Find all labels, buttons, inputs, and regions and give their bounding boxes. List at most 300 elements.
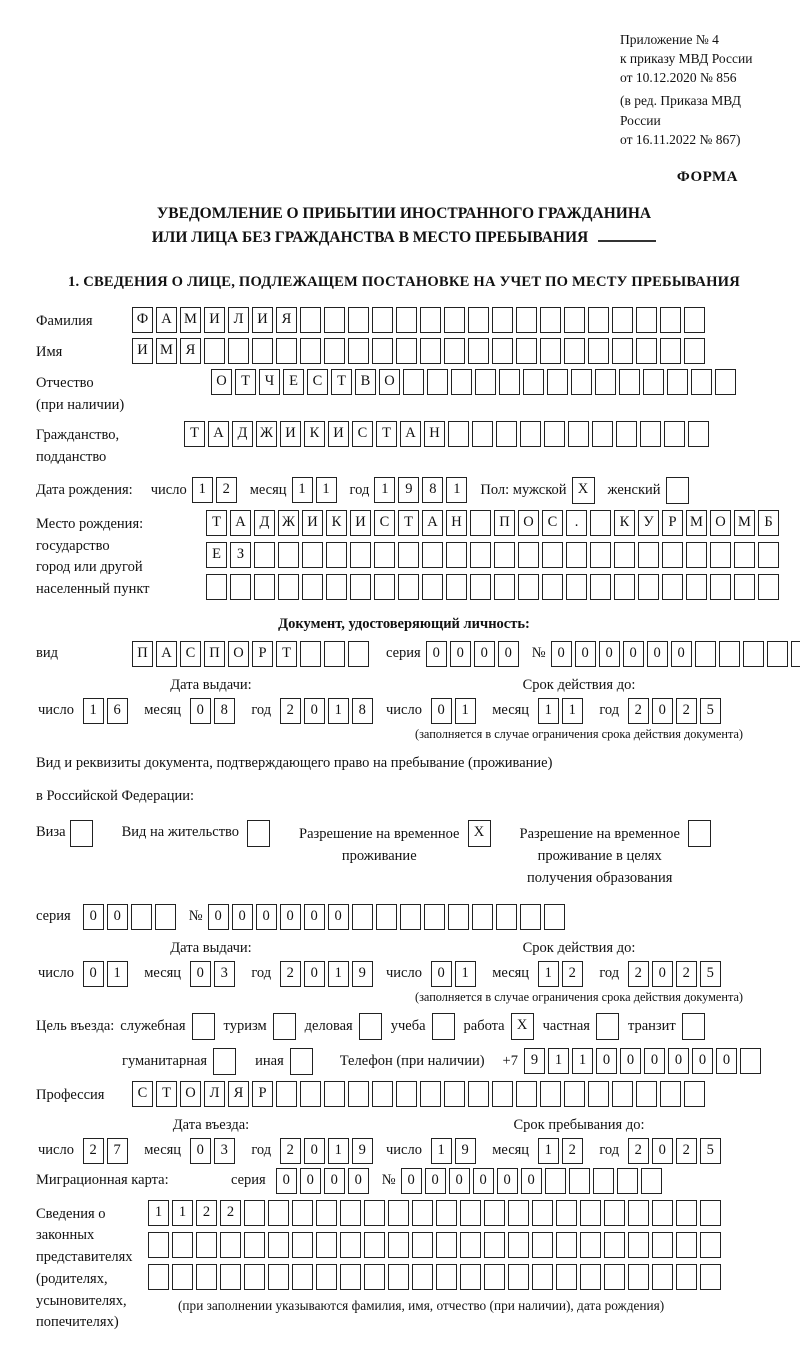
- char-cell[interactable]: И: [204, 307, 225, 333]
- char-cell[interactable]: [580, 1264, 601, 1290]
- char-cell[interactable]: Т: [331, 369, 352, 395]
- char-cell[interactable]: [350, 574, 371, 600]
- char-cell[interactable]: 2: [280, 1138, 301, 1164]
- char-cell[interactable]: .: [566, 510, 587, 536]
- char-cell[interactable]: [660, 338, 681, 364]
- char-cell[interactable]: 1: [316, 477, 337, 503]
- char-cell[interactable]: 9: [352, 961, 373, 987]
- char-cell[interactable]: [686, 574, 707, 600]
- char-cell[interactable]: [388, 1232, 409, 1258]
- char-cell[interactable]: [396, 307, 417, 333]
- char-cell[interactable]: Р: [662, 510, 683, 536]
- char-cell[interactable]: 1: [538, 961, 559, 987]
- stay-doc-number-cells[interactable]: [208, 904, 568, 930]
- representatives-cells-row2[interactable]: [148, 1232, 724, 1258]
- char-cell[interactable]: 0: [623, 641, 644, 667]
- char-cell[interactable]: И: [132, 338, 153, 364]
- temp-residence-checkbox[interactable]: [468, 820, 494, 847]
- char-cell[interactable]: 0: [652, 698, 673, 724]
- char-cell[interactable]: [254, 542, 275, 568]
- char-cell[interactable]: [484, 1264, 505, 1290]
- entry-year-cells[interactable]: [280, 1138, 376, 1164]
- char-cell[interactable]: [588, 307, 609, 333]
- char-cell[interactable]: [592, 421, 613, 447]
- char-cell[interactable]: [662, 542, 683, 568]
- char-cell[interactable]: [508, 1200, 529, 1226]
- char-cell[interactable]: И: [252, 307, 273, 333]
- char-cell[interactable]: [324, 307, 345, 333]
- identity-doc-number-cells[interactable]: [551, 641, 800, 667]
- char-cell[interactable]: [590, 574, 611, 600]
- char-cell[interactable]: [612, 338, 633, 364]
- char-cell[interactable]: [372, 338, 393, 364]
- char-cell[interactable]: [612, 307, 633, 333]
- char-cell[interactable]: 9: [352, 1138, 373, 1164]
- char-cell[interactable]: [492, 1081, 513, 1107]
- char-cell[interactable]: 1: [446, 477, 467, 503]
- char-cell[interactable]: [619, 369, 640, 395]
- char-cell[interactable]: 0: [652, 1138, 673, 1164]
- char-cell[interactable]: [388, 1264, 409, 1290]
- char-cell[interactable]: 0: [276, 1168, 297, 1194]
- identity-doc-series-cells[interactable]: [426, 641, 522, 667]
- phone-cells[interactable]: [524, 1048, 764, 1074]
- char-cell[interactable]: [300, 641, 321, 667]
- char-cell[interactable]: [734, 542, 755, 568]
- char-cell[interactable]: 2: [280, 961, 301, 987]
- temp-residence-education-checkbox[interactable]: [688, 820, 714, 847]
- char-cell[interactable]: 2: [628, 698, 649, 724]
- char-cell[interactable]: [636, 1081, 657, 1107]
- char-cell[interactable]: [545, 1168, 566, 1194]
- stay-issue-day-cells[interactable]: [83, 961, 131, 987]
- identity-issue-month-cells[interactable]: [190, 698, 238, 724]
- char-cell[interactable]: [302, 542, 323, 568]
- char-cell[interactable]: [566, 574, 587, 600]
- char-cell[interactable]: 6: [107, 698, 128, 724]
- char-cell[interactable]: [516, 1081, 537, 1107]
- char-cell[interactable]: [403, 369, 424, 395]
- char-cell[interactable]: [475, 369, 496, 395]
- char-cell[interactable]: З: [230, 542, 251, 568]
- char-cell[interactable]: Ж: [256, 421, 277, 447]
- stay-issue-month-cells[interactable]: [190, 961, 238, 987]
- char-cell[interactable]: [204, 338, 225, 364]
- char-cell[interactable]: 9: [524, 1048, 545, 1074]
- checkbox-cell[interactable]: X: [511, 1013, 534, 1040]
- char-cell[interactable]: 0: [426, 641, 447, 667]
- char-cell[interactable]: [499, 369, 520, 395]
- char-cell[interactable]: [628, 1200, 649, 1226]
- char-cell[interactable]: [436, 1264, 457, 1290]
- char-cell[interactable]: А: [400, 421, 421, 447]
- char-cell[interactable]: [590, 542, 611, 568]
- identity-valid-year-cells[interactable]: [628, 698, 724, 724]
- char-cell[interactable]: 3: [214, 961, 235, 987]
- char-cell[interactable]: [292, 1264, 313, 1290]
- char-cell[interactable]: Н: [424, 421, 445, 447]
- char-cell[interactable]: [660, 307, 681, 333]
- char-cell[interactable]: [532, 1232, 553, 1258]
- gender-female-checkbox[interactable]: [666, 477, 692, 504]
- identity-issue-day-cells[interactable]: [83, 698, 131, 724]
- checkbox-cell[interactable]: [290, 1048, 313, 1075]
- char-cell[interactable]: [614, 574, 635, 600]
- char-cell[interactable]: [484, 1232, 505, 1258]
- char-cell[interactable]: [278, 574, 299, 600]
- char-cell[interactable]: [374, 542, 395, 568]
- char-cell[interactable]: [540, 338, 561, 364]
- char-cell[interactable]: [484, 1200, 505, 1226]
- char-cell[interactable]: 1: [455, 698, 476, 724]
- char-cell[interactable]: [588, 338, 609, 364]
- char-cell[interactable]: [376, 904, 397, 930]
- char-cell[interactable]: [470, 510, 491, 536]
- char-cell[interactable]: [695, 641, 716, 667]
- char-cell[interactable]: С: [132, 1081, 153, 1107]
- char-cell[interactable]: [230, 574, 251, 600]
- gender-male-checkbox[interactable]: [572, 477, 598, 504]
- purpose-business-checkbox[interactable]: [192, 1013, 218, 1040]
- char-cell[interactable]: [734, 574, 755, 600]
- char-cell[interactable]: [580, 1232, 601, 1258]
- char-cell[interactable]: [468, 1081, 489, 1107]
- char-cell[interactable]: [595, 369, 616, 395]
- char-cell[interactable]: 2: [83, 1138, 104, 1164]
- char-cell[interactable]: О: [379, 369, 400, 395]
- char-cell[interactable]: Я: [180, 338, 201, 364]
- char-cell[interactable]: Т: [276, 641, 297, 667]
- char-cell[interactable]: [688, 421, 709, 447]
- char-cell[interactable]: 0: [692, 1048, 713, 1074]
- char-cell[interactable]: [196, 1264, 217, 1290]
- char-cell[interactable]: О: [211, 369, 232, 395]
- char-cell[interactable]: [374, 574, 395, 600]
- char-cell[interactable]: [743, 641, 764, 667]
- char-cell[interactable]: [564, 338, 585, 364]
- char-cell[interactable]: [448, 421, 469, 447]
- visa-checkbox[interactable]: [70, 820, 96, 847]
- char-cell[interactable]: [700, 1200, 721, 1226]
- char-cell[interactable]: [412, 1200, 433, 1226]
- char-cell[interactable]: [508, 1264, 529, 1290]
- char-cell[interactable]: 0: [280, 904, 301, 930]
- char-cell[interactable]: [424, 904, 445, 930]
- birth-day-cells[interactable]: [192, 477, 240, 503]
- char-cell[interactable]: 0: [671, 641, 692, 667]
- char-cell[interactable]: 2: [628, 961, 649, 987]
- char-cell[interactable]: [396, 338, 417, 364]
- char-cell[interactable]: 1: [328, 698, 349, 724]
- char-cell[interactable]: 0: [304, 698, 325, 724]
- char-cell[interactable]: Е: [206, 542, 227, 568]
- char-cell[interactable]: [700, 1232, 721, 1258]
- char-cell[interactable]: 1: [328, 1138, 349, 1164]
- char-cell[interactable]: 2: [676, 961, 697, 987]
- char-cell[interactable]: [568, 421, 589, 447]
- char-cell[interactable]: Я: [228, 1081, 249, 1107]
- char-cell[interactable]: П: [494, 510, 515, 536]
- char-cell[interactable]: 1: [328, 961, 349, 987]
- char-cell[interactable]: [556, 1200, 577, 1226]
- char-cell[interactable]: 1: [538, 698, 559, 724]
- char-cell[interactable]: 0: [328, 904, 349, 930]
- char-cell[interactable]: 0: [473, 1168, 494, 1194]
- char-cell[interactable]: А: [230, 510, 251, 536]
- char-cell[interactable]: [571, 369, 592, 395]
- char-cell[interactable]: [326, 574, 347, 600]
- char-cell[interactable]: [340, 1200, 361, 1226]
- char-cell[interactable]: 0: [596, 1048, 617, 1074]
- checkbox-cell[interactable]: [432, 1013, 455, 1040]
- checkbox-cell[interactable]: [666, 477, 689, 504]
- char-cell[interactable]: [292, 1232, 313, 1258]
- char-cell[interactable]: [566, 542, 587, 568]
- char-cell[interactable]: [508, 1232, 529, 1258]
- char-cell[interactable]: Д: [232, 421, 253, 447]
- char-cell[interactable]: [516, 338, 537, 364]
- char-cell[interactable]: [758, 542, 779, 568]
- char-cell[interactable]: Ж: [278, 510, 299, 536]
- char-cell[interactable]: [324, 641, 345, 667]
- char-cell[interactable]: [636, 338, 657, 364]
- char-cell[interactable]: М: [180, 307, 201, 333]
- char-cell[interactable]: [518, 574, 539, 600]
- char-cell[interactable]: [532, 1264, 553, 1290]
- char-cell[interactable]: [691, 369, 712, 395]
- char-cell[interactable]: [350, 542, 371, 568]
- char-cell[interactable]: [398, 574, 419, 600]
- char-cell[interactable]: [460, 1264, 481, 1290]
- char-cell[interactable]: 2: [628, 1138, 649, 1164]
- char-cell[interactable]: А: [208, 421, 229, 447]
- char-cell[interactable]: [547, 369, 568, 395]
- char-cell[interactable]: [628, 1232, 649, 1258]
- char-cell[interactable]: [420, 307, 441, 333]
- migration-card-number-cells[interactable]: [401, 1168, 665, 1194]
- char-cell[interactable]: 0: [449, 1168, 470, 1194]
- char-cell[interactable]: [652, 1200, 673, 1226]
- char-cell[interactable]: [460, 1200, 481, 1226]
- char-cell[interactable]: [316, 1232, 337, 1258]
- char-cell[interactable]: [446, 574, 467, 600]
- char-cell[interactable]: [604, 1232, 625, 1258]
- char-cell[interactable]: Т: [184, 421, 205, 447]
- char-cell[interactable]: 1: [148, 1200, 169, 1226]
- char-cell[interactable]: [667, 369, 688, 395]
- char-cell[interactable]: [470, 574, 491, 600]
- char-cell[interactable]: [540, 1081, 561, 1107]
- char-cell[interactable]: [676, 1232, 697, 1258]
- char-cell[interactable]: 1: [538, 1138, 559, 1164]
- char-cell[interactable]: [564, 1081, 585, 1107]
- char-cell[interactable]: [715, 369, 736, 395]
- birthplace-cells-row3[interactable]: [206, 574, 782, 600]
- char-cell[interactable]: [532, 1200, 553, 1226]
- stay-valid-year-cells[interactable]: [628, 961, 724, 987]
- char-cell[interactable]: [268, 1232, 289, 1258]
- char-cell[interactable]: [492, 307, 513, 333]
- char-cell[interactable]: [422, 574, 443, 600]
- char-cell[interactable]: [278, 542, 299, 568]
- char-cell[interactable]: [324, 338, 345, 364]
- char-cell[interactable]: [444, 1081, 465, 1107]
- char-cell[interactable]: 0: [716, 1048, 737, 1074]
- char-cell[interactable]: 1: [455, 961, 476, 987]
- char-cell[interactable]: С: [307, 369, 328, 395]
- char-cell[interactable]: 0: [324, 1168, 345, 1194]
- char-cell[interactable]: [244, 1200, 265, 1226]
- entry-day-cells[interactable]: [83, 1138, 131, 1164]
- char-cell[interactable]: [628, 1264, 649, 1290]
- char-cell[interactable]: [636, 307, 657, 333]
- stay-until-day-cells[interactable]: [431, 1138, 479, 1164]
- char-cell[interactable]: 0: [431, 698, 452, 724]
- char-cell[interactable]: И: [302, 510, 323, 536]
- char-cell[interactable]: [451, 369, 472, 395]
- char-cell[interactable]: [520, 421, 541, 447]
- birth-month-cells[interactable]: [292, 477, 340, 503]
- char-cell[interactable]: 0: [668, 1048, 689, 1074]
- checkbox-cell[interactable]: [213, 1048, 236, 1075]
- char-cell[interactable]: 2: [562, 1138, 583, 1164]
- char-cell[interactable]: [340, 1264, 361, 1290]
- char-cell[interactable]: А: [422, 510, 443, 536]
- char-cell[interactable]: 2: [220, 1200, 241, 1226]
- char-cell[interactable]: [643, 369, 664, 395]
- char-cell[interactable]: 1: [83, 698, 104, 724]
- char-cell[interactable]: Р: [252, 641, 273, 667]
- char-cell[interactable]: 0: [83, 961, 104, 987]
- checkbox-cell[interactable]: [688, 820, 711, 847]
- char-cell[interactable]: [660, 1081, 681, 1107]
- purpose-private-checkbox[interactable]: [596, 1013, 622, 1040]
- checkbox-cell[interactable]: X: [572, 477, 595, 504]
- char-cell[interactable]: Р: [252, 1081, 273, 1107]
- char-cell[interactable]: [348, 307, 369, 333]
- char-cell[interactable]: [556, 1264, 577, 1290]
- char-cell[interactable]: [523, 369, 544, 395]
- purpose-work-checkbox[interactable]: [511, 1013, 537, 1040]
- checkbox-cell[interactable]: [192, 1013, 215, 1040]
- char-cell[interactable]: 2: [676, 698, 697, 724]
- char-cell[interactable]: [472, 904, 493, 930]
- char-cell[interactable]: С: [352, 421, 373, 447]
- char-cell[interactable]: Ф: [132, 307, 153, 333]
- char-cell[interactable]: [758, 574, 779, 600]
- char-cell[interactable]: Т: [235, 369, 256, 395]
- char-cell[interactable]: [316, 1264, 337, 1290]
- char-cell[interactable]: [148, 1264, 169, 1290]
- char-cell[interactable]: А: [156, 641, 177, 667]
- char-cell[interactable]: 0: [190, 1138, 211, 1164]
- char-cell[interactable]: О: [518, 510, 539, 536]
- identity-doc-type-cells[interactable]: [132, 641, 372, 667]
- char-cell[interactable]: [676, 1200, 697, 1226]
- char-cell[interactable]: Ч: [259, 369, 280, 395]
- char-cell[interactable]: П: [204, 641, 225, 667]
- char-cell[interactable]: [276, 1081, 297, 1107]
- char-cell[interactable]: [569, 1168, 590, 1194]
- char-cell[interactable]: [326, 542, 347, 568]
- char-cell[interactable]: [420, 1081, 441, 1107]
- char-cell[interactable]: [544, 421, 565, 447]
- purpose-commercial-checkbox[interactable]: [359, 1013, 385, 1040]
- stay-issue-year-cells[interactable]: [280, 961, 376, 987]
- char-cell[interactable]: 0: [551, 641, 572, 667]
- char-cell[interactable]: [300, 1081, 321, 1107]
- char-cell[interactable]: 1: [374, 477, 395, 503]
- char-cell[interactable]: 9: [398, 477, 419, 503]
- char-cell[interactable]: [604, 1264, 625, 1290]
- identity-issue-year-cells[interactable]: [280, 698, 376, 724]
- entry-month-cells[interactable]: [190, 1138, 238, 1164]
- purpose-study-checkbox[interactable]: [432, 1013, 458, 1040]
- char-cell[interactable]: [316, 1200, 337, 1226]
- char-cell[interactable]: 0: [647, 641, 668, 667]
- char-cell[interactable]: [542, 574, 563, 600]
- char-cell[interactable]: Л: [204, 1081, 225, 1107]
- char-cell[interactable]: [494, 542, 515, 568]
- char-cell[interactable]: 2: [676, 1138, 697, 1164]
- char-cell[interactable]: 8: [422, 477, 443, 503]
- char-cell[interactable]: [520, 904, 541, 930]
- char-cell[interactable]: [616, 421, 637, 447]
- char-cell[interactable]: [340, 1232, 361, 1258]
- stay-until-year-cells[interactable]: [628, 1138, 724, 1164]
- char-cell[interactable]: [472, 421, 493, 447]
- char-cell[interactable]: [588, 1081, 609, 1107]
- char-cell[interactable]: П: [132, 641, 153, 667]
- char-cell[interactable]: [396, 1081, 417, 1107]
- char-cell[interactable]: [412, 1232, 433, 1258]
- char-cell[interactable]: 0: [300, 1168, 321, 1194]
- char-cell[interactable]: 0: [450, 641, 471, 667]
- identity-valid-day-cells[interactable]: [431, 698, 479, 724]
- char-cell[interactable]: Д: [254, 510, 275, 536]
- char-cell[interactable]: К: [304, 421, 325, 447]
- birth-year-cells[interactable]: [374, 477, 470, 503]
- checkbox-cell[interactable]: [273, 1013, 296, 1040]
- char-cell[interactable]: О: [180, 1081, 201, 1107]
- char-cell[interactable]: О: [228, 641, 249, 667]
- char-cell[interactable]: [638, 574, 659, 600]
- char-cell[interactable]: [268, 1200, 289, 1226]
- char-cell[interactable]: 0: [521, 1168, 542, 1194]
- char-cell[interactable]: У: [638, 510, 659, 536]
- purpose-humanitarian-checkbox[interactable]: [213, 1048, 239, 1075]
- char-cell[interactable]: [446, 542, 467, 568]
- char-cell[interactable]: О: [710, 510, 731, 536]
- char-cell[interactable]: В: [355, 369, 376, 395]
- char-cell[interactable]: Т: [156, 1081, 177, 1107]
- char-cell[interactable]: [468, 338, 489, 364]
- char-cell[interactable]: [496, 904, 517, 930]
- checkbox-cell[interactable]: [596, 1013, 619, 1040]
- char-cell[interactable]: 0: [107, 904, 128, 930]
- char-cell[interactable]: 1: [572, 1048, 593, 1074]
- char-cell[interactable]: [244, 1264, 265, 1290]
- char-cell[interactable]: [398, 542, 419, 568]
- char-cell[interactable]: [172, 1232, 193, 1258]
- checkbox-cell[interactable]: [682, 1013, 705, 1040]
- char-cell[interactable]: 0: [431, 961, 452, 987]
- char-cell[interactable]: [684, 338, 705, 364]
- char-cell[interactable]: [640, 421, 661, 447]
- char-cell[interactable]: [422, 542, 443, 568]
- char-cell[interactable]: [496, 421, 517, 447]
- char-cell[interactable]: [604, 1200, 625, 1226]
